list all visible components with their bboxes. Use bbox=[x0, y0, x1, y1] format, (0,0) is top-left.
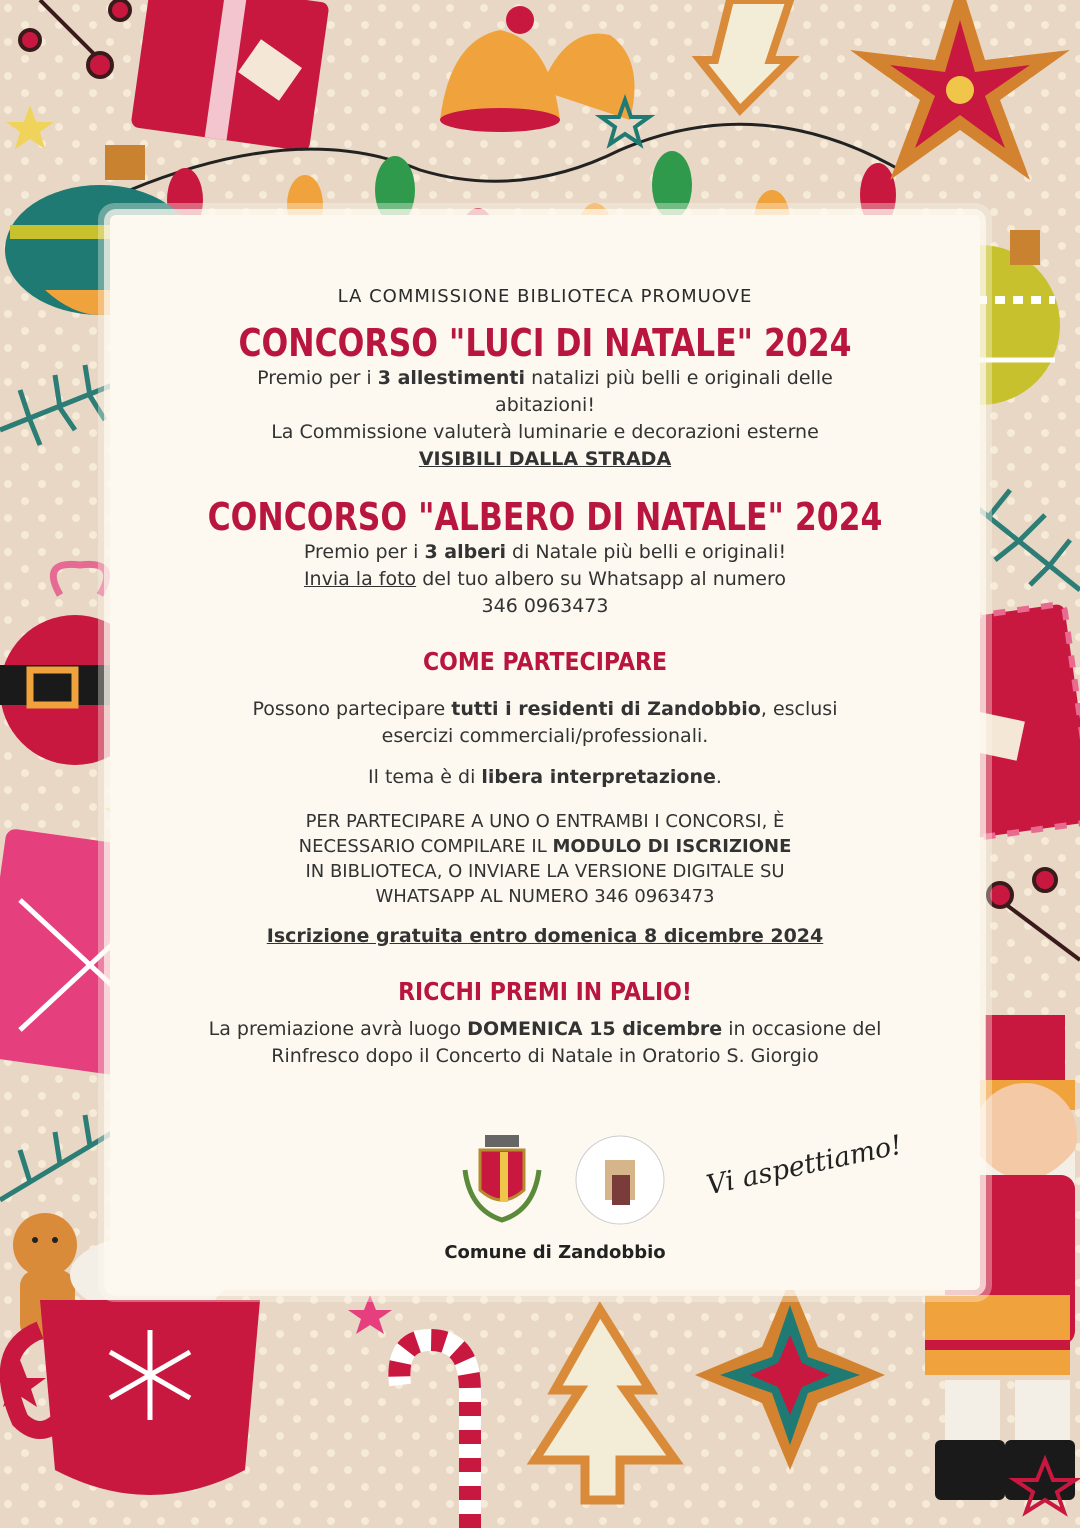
municipality-name: Comune di Zandobbio bbox=[444, 1242, 666, 1263]
contest-tree-title: CONCORSO "ALBERO DI NATALE" 2024 bbox=[207, 495, 883, 539]
whatsapp-number: 346 0963473 bbox=[481, 595, 609, 617]
prizes-text: La premiazione avrà luogo DOMENICA 15 dicembre in occasione del Rinfresco dopo il Concerto di Natale in Oratorio S. Giorgio bbox=[208, 1018, 882, 1067]
promoter-kicker: LA COMMISSIONE BIBLIOTECA PROMUOVE bbox=[337, 286, 753, 307]
library-seal-icon bbox=[576, 1136, 664, 1224]
contest-tree-text: Premio per i 3 alberi di Natale più belli e originali! Invia la foto del tuo albero su Whatsapp al numero 346 0963473 bbox=[303, 541, 787, 617]
municipality-crest-icon bbox=[430, 1130, 690, 1230]
signature: Vi aspettiamo! bbox=[703, 1129, 905, 1202]
visible-from-street: VISIBILI DALLA STRADA bbox=[418, 448, 672, 470]
how-to-title: COME PARTECIPARE bbox=[423, 647, 667, 676]
contest-lights-title: CONCORSO "LUCI DI NATALE" 2024 bbox=[238, 321, 852, 365]
send-photo-link: Invia la foto bbox=[303, 568, 417, 590]
gift-icon bbox=[130, 0, 329, 152]
logos-area bbox=[430, 1130, 690, 1270]
how-to-eligibility: Possono partecipare tutti i residenti di Zandobbio, esclusi esercizi commerciali/professionali. bbox=[252, 698, 838, 747]
contest-lights-text: Premio per i 3 allestimenti natalizi più belli e originali delle abitazioni! La Commissione valuterà luminarie e decorazioni esterne VISIBILI DALLA STRADA bbox=[257, 367, 833, 470]
how-to-theme: Il tema è di libera interpretazione. bbox=[368, 766, 722, 788]
registration-deadline: Iscrizione gratuita entro domenica 8 dicembre 2024 bbox=[266, 925, 824, 947]
how-to-registration: PER PARTECIPARE A UNO O ENTRAMBI I CONCORSI, È NECESSARIO COMPILARE IL MODULO DI ISCRIZIONE IN BIBLIOTECA, O INVIARE LA VERSIONE DIGITALE SU WHATSAPP AL NUMERO 346 0963473 bbox=[298, 811, 792, 907]
prizes-title: RICCHI PREMI IN PALIO! bbox=[398, 977, 692, 1006]
flyer-content bbox=[110, 280, 980, 1070]
